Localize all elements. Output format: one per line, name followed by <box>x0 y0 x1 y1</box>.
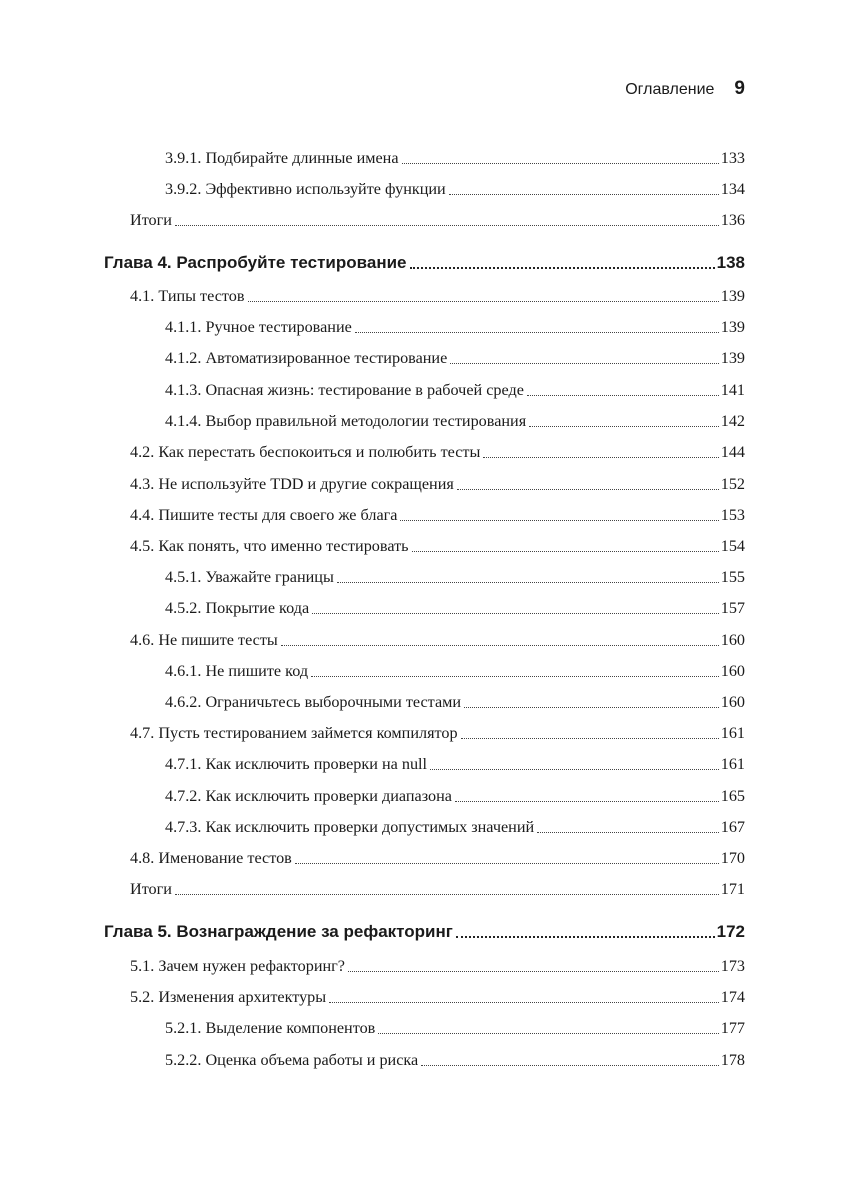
toc-entry-title: Итоги <box>130 880 172 898</box>
toc-entry-page: 161 <box>720 755 745 773</box>
toc-entry[interactable] <box>0 659 849 681</box>
toc-chapter[interactable] <box>0 920 849 942</box>
toc-entry-page: 154 <box>720 537 745 555</box>
toc-entry-title: 4.3. Не используйте TDD и другие сокращения <box>130 475 454 493</box>
dot-leader <box>378 1032 718 1034</box>
toc-entry[interactable] <box>0 315 849 337</box>
toc-entry[interactable] <box>0 409 849 431</box>
toc-entry-page: 167 <box>720 818 745 836</box>
toc-entry-page: 138 <box>716 253 745 272</box>
toc-entry-title: 4.1.4. Выбор правильной методологии тестирования <box>165 412 527 430</box>
toc-entry-title: 4.2. Как перестать беспокоиться и полюбить тесты <box>130 443 481 461</box>
toc-entry[interactable] <box>0 534 849 556</box>
toc-entry-page: 142 <box>720 412 745 430</box>
toc-entry-title: 5.2.1. Выделение компонентов <box>165 1019 376 1037</box>
toc-entry-page: 144 <box>720 443 745 461</box>
toc-entry-title: 4.1.3. Опасная жизнь: тестирование в рабочей среде <box>165 381 524 399</box>
toc-entry-page: 134 <box>720 180 745 198</box>
toc-entry-title: Глава 5. Вознаграждение за рефакторинг <box>104 922 453 941</box>
toc-entry-title: 5.2. Изменения архитектуры <box>130 988 327 1006</box>
dot-leader <box>410 266 715 269</box>
toc-entry-page: 136 <box>720 211 745 229</box>
toc-entry-title: 4.1. Типы тестов <box>130 287 245 305</box>
toc-entry-title: 4.6.2. Ограничьтесь выборочными тестами <box>165 693 462 711</box>
toc-entry[interactable] <box>0 1016 849 1038</box>
toc-entry-title: 4.7.2. Как исключить проверки диапазона <box>165 787 452 805</box>
dot-leader <box>281 644 719 646</box>
running-header-section: Оглавление <box>625 81 715 98</box>
toc-entry[interactable] <box>0 378 849 400</box>
toc-entry-title: 4.5. Как понять, что именно тестировать <box>130 537 409 555</box>
toc-entry-title: 3.9.2. Эффективно используйте функции <box>165 180 446 198</box>
dot-leader <box>329 1001 719 1003</box>
dot-leader <box>295 862 719 864</box>
toc-entry-title: 4.7. Пусть тестированием займется компилятор <box>130 724 458 742</box>
toc-entry-title: 4.6. Не пишите тесты <box>130 631 278 649</box>
toc-entry-page: 160 <box>720 631 745 649</box>
dot-leader <box>402 162 719 164</box>
toc-entry-page: 139 <box>720 318 745 336</box>
toc-entry[interactable] <box>0 877 849 899</box>
toc-entry-title: 5.1. Зачем нужен рефакторинг? <box>130 957 345 975</box>
toc-entry-title: 4.1.2. Автоматизированное тестирование <box>165 349 448 367</box>
dot-leader <box>412 550 719 552</box>
toc-entry-title: Глава 4. Распробуйте тестирование <box>104 253 407 272</box>
toc-entry[interactable] <box>0 815 849 837</box>
toc-entry-title: 3.9.1. Подбирайте длинные имена <box>165 149 399 167</box>
toc-entry[interactable] <box>0 503 849 525</box>
dot-leader <box>175 224 719 226</box>
toc-entry-title: 4.4. Пишите тесты для своего же блага <box>130 506 398 524</box>
dot-leader <box>464 706 719 708</box>
toc-entry[interactable] <box>0 954 849 976</box>
toc-entry[interactable] <box>0 752 849 774</box>
dot-leader <box>529 425 719 427</box>
dot-leader <box>483 456 718 458</box>
toc-entry-title: 4.5.2. Покрытие кода <box>165 599 310 617</box>
dot-leader <box>450 362 718 364</box>
dot-leader <box>400 519 718 521</box>
toc-entry[interactable] <box>0 628 849 650</box>
dot-leader <box>175 893 719 895</box>
toc-entry-title: Итоги <box>130 211 172 229</box>
toc-entry-title: 4.7.3. Как исключить проверки допустимых значений <box>165 818 535 836</box>
dot-leader <box>461 737 719 739</box>
dot-leader <box>527 394 719 396</box>
toc-entry-title: 4.8. Именование тестов <box>130 849 292 867</box>
toc-entry[interactable] <box>0 596 849 618</box>
toc-entry-page: 153 <box>720 506 745 524</box>
toc-entry-page: 172 <box>716 922 745 941</box>
toc-entry[interactable] <box>0 177 849 199</box>
dot-leader <box>455 800 719 802</box>
toc-entry-page: 178 <box>720 1051 745 1069</box>
toc-entry-page: 139 <box>720 349 745 367</box>
toc-entry-page: 160 <box>720 693 745 711</box>
toc-entry[interactable] <box>0 284 849 306</box>
toc-entry-page: 155 <box>720 568 745 586</box>
toc-entry[interactable] <box>0 146 849 168</box>
toc-entry[interactable] <box>0 440 849 462</box>
toc-chapter[interactable] <box>0 251 849 273</box>
dot-leader <box>348 970 719 972</box>
dot-leader <box>457 488 719 490</box>
toc-entry-page: 157 <box>720 599 745 617</box>
dot-leader <box>456 935 715 938</box>
toc-entry-title: 4.1.1. Ручное тестирование <box>165 318 352 336</box>
dot-leader <box>449 193 719 195</box>
toc-entry-page: 139 <box>720 287 745 305</box>
dot-leader <box>312 612 719 614</box>
toc-entry-title: 4.6.1. Не пишите код <box>165 662 309 680</box>
toc-entry[interactable] <box>0 346 849 368</box>
dot-leader <box>337 581 719 583</box>
running-header <box>625 78 745 100</box>
toc-entry[interactable] <box>0 721 849 743</box>
toc-entry[interactable] <box>0 985 849 1007</box>
toc-entry[interactable] <box>0 472 849 494</box>
toc-entry[interactable] <box>0 565 849 587</box>
toc-entry[interactable] <box>0 690 849 712</box>
toc-entry-page: 173 <box>720 957 745 975</box>
toc-entry[interactable] <box>0 846 849 868</box>
toc-entry-page: 171 <box>720 880 745 898</box>
dot-leader <box>355 331 719 333</box>
toc-entry-page: 141 <box>720 381 745 399</box>
page-number: 9 <box>734 78 745 99</box>
dot-leader <box>248 300 719 302</box>
toc-entry-title: 5.2.2. Оценка объема работы и риска <box>165 1051 419 1069</box>
toc-entry[interactable] <box>0 784 849 806</box>
toc-entry-page: 160 <box>720 662 745 680</box>
toc-entry-page: 174 <box>720 988 745 1006</box>
toc-entry-page: 161 <box>720 724 745 742</box>
dot-leader <box>537 831 719 833</box>
dot-leader <box>311 675 719 677</box>
toc-entry[interactable] <box>0 208 849 230</box>
toc-entry-title: 4.5.1. Уважайте границы <box>165 568 334 586</box>
toc-entry-page: 133 <box>720 149 745 167</box>
toc-entry-page: 165 <box>720 787 745 805</box>
toc-entry-page: 152 <box>720 475 745 493</box>
toc-entry-title: 4.7.1. Как исключить проверки на null <box>165 755 428 773</box>
dot-leader <box>430 768 719 770</box>
toc-entry-page: 177 <box>720 1019 745 1037</box>
dot-leader <box>421 1064 719 1066</box>
toc-entry-page: 170 <box>720 849 745 867</box>
toc-entry[interactable] <box>0 1048 849 1070</box>
